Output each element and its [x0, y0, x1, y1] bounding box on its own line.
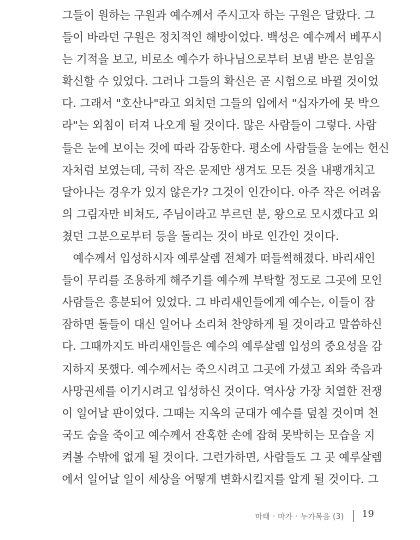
paragraph-1: [62, 5, 390, 248]
text-line: 다. 그래서 "호산나"라고 외치던 그들의 입에서 "십자가에 못 박으: [62, 97, 380, 111]
text-line: 그들이 원하는 구원과 예수께서 주시고자 하는 구원은 달랐다. 그: [62, 9, 375, 22]
text-line: 지하지 못했다. 예수께서는 죽으시려고 그곳에 가셨고 죄와 죽음과: [62, 362, 383, 376]
text-line: 쳤던 그분으로부터 등을 돌리는 것이 바로 인간인 것이다.: [62, 229, 340, 243]
text-line: 예수께서 입성하시자 예루살렘 전체가 떠들썩해졌다. 바리새인: [73, 252, 376, 266]
page-footer: [0, 509, 420, 525]
text-line: 사망권세를 이기시려고 입성하신 것이다. 역사상 가장 치열한 전쟁: [62, 384, 383, 398]
text-line: 국도 숨을 죽이고 예수께서 잔혹한 손에 잡혀 못박히는 모습을 지: [62, 428, 375, 442]
text-line: 켜볼 수밖에 없게 될 것이다. 그런가하면, 사람들도 그 곳 예루살렘: [62, 450, 383, 464]
text-line: 이 일어날 판이었다. 그때는 지옥의 군대가 예수를 덮칠 것이며 천: [62, 406, 379, 420]
paragraph-2: [62, 248, 383, 491]
text-line: 는 기적을 보고, 비로소 예수가 하나님으로부터 보냄 받은 분임을: [62, 53, 375, 67]
text-line: 확신할 수 있었다. 그러나 그들의 확신은 곧 시험으로 바뀔 것이었: [62, 75, 379, 89]
footer-divider: [353, 510, 354, 522]
running-head: 마태 · 마가 · 누가복음 (3): [255, 512, 344, 521]
text-line: 에서 일어날 일이 세상을 어떻게 변화시킬지를 알게 될 것이다. 그: [62, 472, 379, 486]
text-line: 의 그림자만 비쳐도, 주님이라고 부르던 분, 왕으로 모시겠다고 외: [62, 207, 379, 221]
text-line: 달아나는 경우가 있지 않은가? 그것이 인간이다. 아주 작은 어려움: [62, 185, 381, 199]
text-line: 다. 그때까지도 바리새인들은 예수의 예루살렘 입성의 중요성을 감: [62, 340, 383, 354]
text-line: 들이 바라던 구원은 정치적인 해방이었다. 백성은 예수께서 베푸시: [62, 31, 383, 45]
text-line: 들은 눈에 보이는 것에 따라 감동한다. 평소에 사람들을 눈에는 헌신: [62, 141, 390, 155]
text-line: 사람들은 흥분되어 있었다. 그 바리새인들에게 예수는, 이들이 잠: [62, 296, 375, 310]
text-line: 라"는 외침이 터져 나오게 될 것이다. 많은 사람들이 그렇다. 사람: [62, 119, 377, 133]
body-text: [62, 5, 390, 491]
text-line: 자처럼 보였는데, 극히 작은 문제만 생겨도 모든 것을 내팽개치고: [62, 163, 375, 177]
text-line: 잠하면 돌들이 대신 일어나 소리쳐 찬양하게 될 것이라고 말씀하신: [62, 318, 383, 332]
text-line: 들이 무리를 조용하게 해주기를 예수께 부탁할 정도로 그곳에 모인: [62, 274, 383, 288]
page-number: 19: [361, 509, 374, 520]
